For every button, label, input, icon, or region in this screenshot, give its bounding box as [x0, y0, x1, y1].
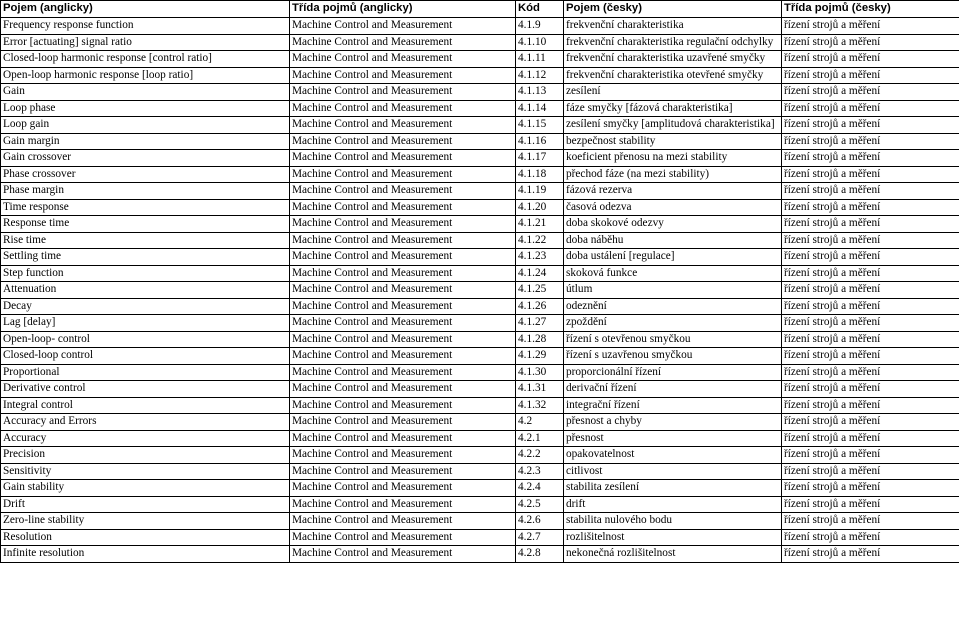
term-cs-cell: odeznění: [564, 298, 782, 315]
code-cell: 4.2.4: [516, 480, 564, 497]
class-cs-cell: řízení strojů a měření: [782, 34, 959, 51]
term-cs-cell: doba skokové odezvy: [564, 216, 782, 233]
code-cell: 4.1.13: [516, 84, 564, 101]
term-en-cell: Drift: [1, 496, 290, 513]
class-cs-cell: řízení strojů a měření: [782, 463, 959, 480]
term-en-cell: Rise time: [1, 232, 290, 249]
table-row: [1, 117, 959, 134]
class-cs-cell: řízení strojů a měření: [782, 67, 959, 84]
term-cs-cell: koeficient přenosu na mezi stability: [564, 150, 782, 167]
table-row: [1, 348, 959, 365]
table-row: [1, 199, 959, 216]
term-cs-cell: stabilita nulového bodu: [564, 513, 782, 530]
term-en-cell: Gain margin: [1, 133, 290, 150]
class-cs-cell: řízení strojů a měření: [782, 183, 959, 200]
term-en-cell: Derivative control: [1, 381, 290, 398]
table-row: [1, 232, 959, 249]
class-cs-cell: řízení strojů a měření: [782, 84, 959, 101]
table-row: [1, 430, 959, 447]
class-en-cell: Machine Control and Measurement: [290, 232, 516, 249]
term-cs-cell: integrační řízení: [564, 397, 782, 414]
class-en-cell: Machine Control and Measurement: [290, 199, 516, 216]
header-term-cs: Pojem (česky): [564, 1, 782, 18]
class-cs-cell: řízení strojů a měření: [782, 199, 959, 216]
code-cell: 4.1.25: [516, 282, 564, 299]
code-cell: 4.1.10: [516, 34, 564, 51]
code-cell: 4.1.23: [516, 249, 564, 266]
term-cs-cell: frekvenční charakteristika otevřené smyčky: [564, 67, 782, 84]
class-cs-cell: řízení strojů a měření: [782, 51, 959, 68]
code-cell: 4.1.18: [516, 166, 564, 183]
code-cell: 4.1.28: [516, 331, 564, 348]
term-en-cell: Frequency response function: [1, 18, 290, 35]
term-en-cell: Resolution: [1, 529, 290, 546]
class-cs-cell: řízení strojů a měření: [782, 513, 959, 530]
term-en-cell: Loop gain: [1, 117, 290, 134]
term-cs-cell: citlivost: [564, 463, 782, 480]
table-row: [1, 166, 959, 183]
term-en-cell: Error [actuating] signal ratio: [1, 34, 290, 51]
code-cell: 4.1.31: [516, 381, 564, 398]
table-row: [1, 546, 959, 563]
table-row: [1, 496, 959, 513]
class-en-cell: Machine Control and Measurement: [290, 331, 516, 348]
class-en-cell: Machine Control and Measurement: [290, 117, 516, 134]
class-cs-cell: řízení strojů a měření: [782, 282, 959, 299]
class-en-cell: Machine Control and Measurement: [290, 447, 516, 464]
table-row: [1, 513, 959, 530]
term-en-cell: Response time: [1, 216, 290, 233]
class-en-cell: Machine Control and Measurement: [290, 397, 516, 414]
class-cs-cell: řízení strojů a měření: [782, 133, 959, 150]
code-cell: 4.2.8: [516, 546, 564, 563]
table-row: [1, 265, 959, 282]
class-en-cell: Machine Control and Measurement: [290, 315, 516, 332]
class-en-cell: Machine Control and Measurement: [290, 364, 516, 381]
term-en-cell: Step function: [1, 265, 290, 282]
table-row: [1, 67, 959, 84]
term-cs-cell: fázová rezerva: [564, 183, 782, 200]
table-row: [1, 414, 959, 431]
term-en-cell: Attenuation: [1, 282, 290, 299]
term-en-cell: Phase margin: [1, 183, 290, 200]
code-cell: 4.2: [516, 414, 564, 431]
class-cs-cell: řízení strojů a měření: [782, 150, 959, 167]
term-cs-cell: doba náběhu: [564, 232, 782, 249]
class-en-cell: Machine Control and Measurement: [290, 430, 516, 447]
term-en-cell: Gain stability: [1, 480, 290, 497]
term-en-cell: Open-loop harmonic response [loop ratio]: [1, 67, 290, 84]
term-cs-cell: časová odezva: [564, 199, 782, 216]
class-en-cell: Machine Control and Measurement: [290, 381, 516, 398]
class-en-cell: Machine Control and Measurement: [290, 496, 516, 513]
term-cs-cell: řízení s otevřenou smyčkou: [564, 331, 782, 348]
term-cs-cell: frekvenční charakteristika regulační odchylky: [564, 34, 782, 51]
term-en-cell: Closed-loop harmonic response [control ratio]: [1, 51, 290, 68]
class-en-cell: Machine Control and Measurement: [290, 150, 516, 167]
class-en-cell: Machine Control and Measurement: [290, 51, 516, 68]
code-cell: 4.1.21: [516, 216, 564, 233]
class-cs-cell: řízení strojů a měření: [782, 364, 959, 381]
header-code: Kód: [516, 1, 564, 18]
class-en-cell: Machine Control and Measurement: [290, 18, 516, 35]
class-cs-cell: řízení strojů a měření: [782, 447, 959, 464]
code-cell: 4.1.29: [516, 348, 564, 365]
table-row: [1, 183, 959, 200]
term-en-cell: Zero-line stability: [1, 513, 290, 530]
term-cs-cell: frekvenční charakteristika uzavřené smyčky: [564, 51, 782, 68]
class-cs-cell: řízení strojů a měření: [782, 496, 959, 513]
class-cs-cell: řízení strojů a měření: [782, 397, 959, 414]
term-cs-cell: zesílení: [564, 84, 782, 101]
class-cs-cell: řízení strojů a měření: [782, 18, 959, 35]
term-en-cell: Open-loop- control: [1, 331, 290, 348]
table-row: [1, 463, 959, 480]
header-term-en: Pojem (anglicky): [1, 1, 290, 18]
term-en-cell: Precision: [1, 447, 290, 464]
class-en-cell: Machine Control and Measurement: [290, 249, 516, 266]
code-cell: 4.1.17: [516, 150, 564, 167]
code-cell: 4.1.30: [516, 364, 564, 381]
class-en-cell: Machine Control and Measurement: [290, 84, 516, 101]
term-cs-cell: zpoždění: [564, 315, 782, 332]
term-en-cell: Decay: [1, 298, 290, 315]
header-class-en: Třída pojmů (anglicky): [290, 1, 516, 18]
term-en-cell: Accuracy and Errors: [1, 414, 290, 431]
table-row: [1, 100, 959, 117]
class-cs-cell: řízení strojů a měření: [782, 529, 959, 546]
term-en-cell: Loop phase: [1, 100, 290, 117]
code-cell: 4.1.15: [516, 117, 564, 134]
class-en-cell: Machine Control and Measurement: [290, 216, 516, 233]
code-cell: 4.2.1: [516, 430, 564, 447]
term-cs-cell: zesílení smyčky [amplitudová charakteristika]: [564, 117, 782, 134]
term-en-cell: Phase crossover: [1, 166, 290, 183]
term-en-cell: Gain: [1, 84, 290, 101]
term-en-cell: Sensitivity: [1, 463, 290, 480]
term-en-cell: Settling time: [1, 249, 290, 266]
term-en-cell: Accuracy: [1, 430, 290, 447]
term-cs-cell: skoková funkce: [564, 265, 782, 282]
class-cs-cell: řízení strojů a měření: [782, 216, 959, 233]
class-en-cell: Machine Control and Measurement: [290, 414, 516, 431]
term-cs-cell: frekvenční charakteristika: [564, 18, 782, 35]
term-cs-cell: přesnost: [564, 430, 782, 447]
term-cs-cell: rozlišitelnost: [564, 529, 782, 546]
table-row: [1, 331, 959, 348]
table-row: [1, 84, 959, 101]
class-cs-cell: řízení strojů a měření: [782, 348, 959, 365]
term-en-cell: Gain crossover: [1, 150, 290, 167]
class-cs-cell: řízení strojů a měření: [782, 430, 959, 447]
table-row: [1, 18, 959, 35]
term-cs-cell: drift: [564, 496, 782, 513]
code-cell: 4.2.2: [516, 447, 564, 464]
class-cs-cell: řízení strojů a měření: [782, 414, 959, 431]
header-class-cs: Třída pojmů (česky): [782, 1, 959, 18]
code-cell: 4.1.27: [516, 315, 564, 332]
class-en-cell: Machine Control and Measurement: [290, 529, 516, 546]
table-row: [1, 298, 959, 315]
term-cs-cell: doba ustálení [regulace]: [564, 249, 782, 266]
table-row: [1, 529, 959, 546]
class-en-cell: Machine Control and Measurement: [290, 67, 516, 84]
term-en-cell: Time response: [1, 199, 290, 216]
class-en-cell: Machine Control and Measurement: [290, 463, 516, 480]
table-row: [1, 381, 959, 398]
class-en-cell: Machine Control and Measurement: [290, 348, 516, 365]
term-en-cell: Integral control: [1, 397, 290, 414]
class-cs-cell: řízení strojů a měření: [782, 265, 959, 282]
class-cs-cell: řízení strojů a měření: [782, 232, 959, 249]
term-en-cell: Infinite resolution: [1, 546, 290, 563]
class-en-cell: Machine Control and Measurement: [290, 34, 516, 51]
code-cell: 4.1.19: [516, 183, 564, 200]
table-row: [1, 364, 959, 381]
table-row: [1, 447, 959, 464]
code-cell: 4.2.6: [516, 513, 564, 530]
code-cell: 4.1.9: [516, 18, 564, 35]
table-row: [1, 282, 959, 299]
table-row: [1, 397, 959, 414]
class-en-cell: Machine Control and Measurement: [290, 100, 516, 117]
table-row: [1, 51, 959, 68]
term-en-cell: Proportional: [1, 364, 290, 381]
code-cell: 4.1.24: [516, 265, 564, 282]
class-cs-cell: řízení strojů a měření: [782, 166, 959, 183]
class-en-cell: Machine Control and Measurement: [290, 282, 516, 299]
table-row: [1, 480, 959, 497]
code-cell: 4.1.32: [516, 397, 564, 414]
code-cell: 4.1.11: [516, 51, 564, 68]
class-cs-cell: řízení strojů a měření: [782, 331, 959, 348]
class-cs-cell: řízení strojů a měření: [782, 100, 959, 117]
class-en-cell: Machine Control and Measurement: [290, 513, 516, 530]
term-en-cell: Lag [delay]: [1, 315, 290, 332]
class-en-cell: Machine Control and Measurement: [290, 166, 516, 183]
table-row: [1, 133, 959, 150]
term-cs-cell: opakovatelnost: [564, 447, 782, 464]
class-cs-cell: řízení strojů a měření: [782, 315, 959, 332]
code-cell: 4.1.12: [516, 67, 564, 84]
term-cs-cell: řízení s uzavřenou smyčkou: [564, 348, 782, 365]
term-cs-cell: nekonečná rozlišitelnost: [564, 546, 782, 563]
class-en-cell: Machine Control and Measurement: [290, 298, 516, 315]
class-en-cell: Machine Control and Measurement: [290, 265, 516, 282]
table-row: [1, 249, 959, 266]
class-cs-cell: řízení strojů a měření: [782, 546, 959, 563]
class-cs-cell: řízení strojů a měření: [782, 298, 959, 315]
term-cs-cell: bezpečnost stability: [564, 133, 782, 150]
table-row: [1, 150, 959, 167]
table-row: [1, 216, 959, 233]
class-en-cell: Machine Control and Measurement: [290, 133, 516, 150]
class-en-cell: Machine Control and Measurement: [290, 546, 516, 563]
term-cs-cell: fáze smyčky [fázová charakteristika]: [564, 100, 782, 117]
code-cell: 4.2.5: [516, 496, 564, 513]
class-cs-cell: řízení strojů a měření: [782, 381, 959, 398]
class-en-cell: Machine Control and Measurement: [290, 183, 516, 200]
code-cell: 4.1.26: [516, 298, 564, 315]
code-cell: 4.1.20: [516, 199, 564, 216]
class-cs-cell: řízení strojů a měření: [782, 480, 959, 497]
table-row: [1, 34, 959, 51]
term-cs-cell: stabilita zesílení: [564, 480, 782, 497]
code-cell: 4.2.3: [516, 463, 564, 480]
term-en-cell: Closed-loop control: [1, 348, 290, 365]
term-cs-cell: přesnost a chyby: [564, 414, 782, 431]
class-cs-cell: řízení strojů a měření: [782, 249, 959, 266]
class-en-cell: Machine Control and Measurement: [290, 480, 516, 497]
term-cs-cell: proporcionální řízení: [564, 364, 782, 381]
code-cell: 4.1.16: [516, 133, 564, 150]
table-row: [1, 315, 959, 332]
code-cell: 4.1.22: [516, 232, 564, 249]
header-row: [1, 1, 959, 18]
term-cs-cell: útlum: [564, 282, 782, 299]
table-body: [1, 18, 959, 563]
term-cs-cell: derivační řízení: [564, 381, 782, 398]
class-cs-cell: řízení strojů a měření: [782, 117, 959, 134]
term-cs-cell: přechod fáze (na mezi stability): [564, 166, 782, 183]
code-cell: 4.2.7: [516, 529, 564, 546]
code-cell: 4.1.14: [516, 100, 564, 117]
